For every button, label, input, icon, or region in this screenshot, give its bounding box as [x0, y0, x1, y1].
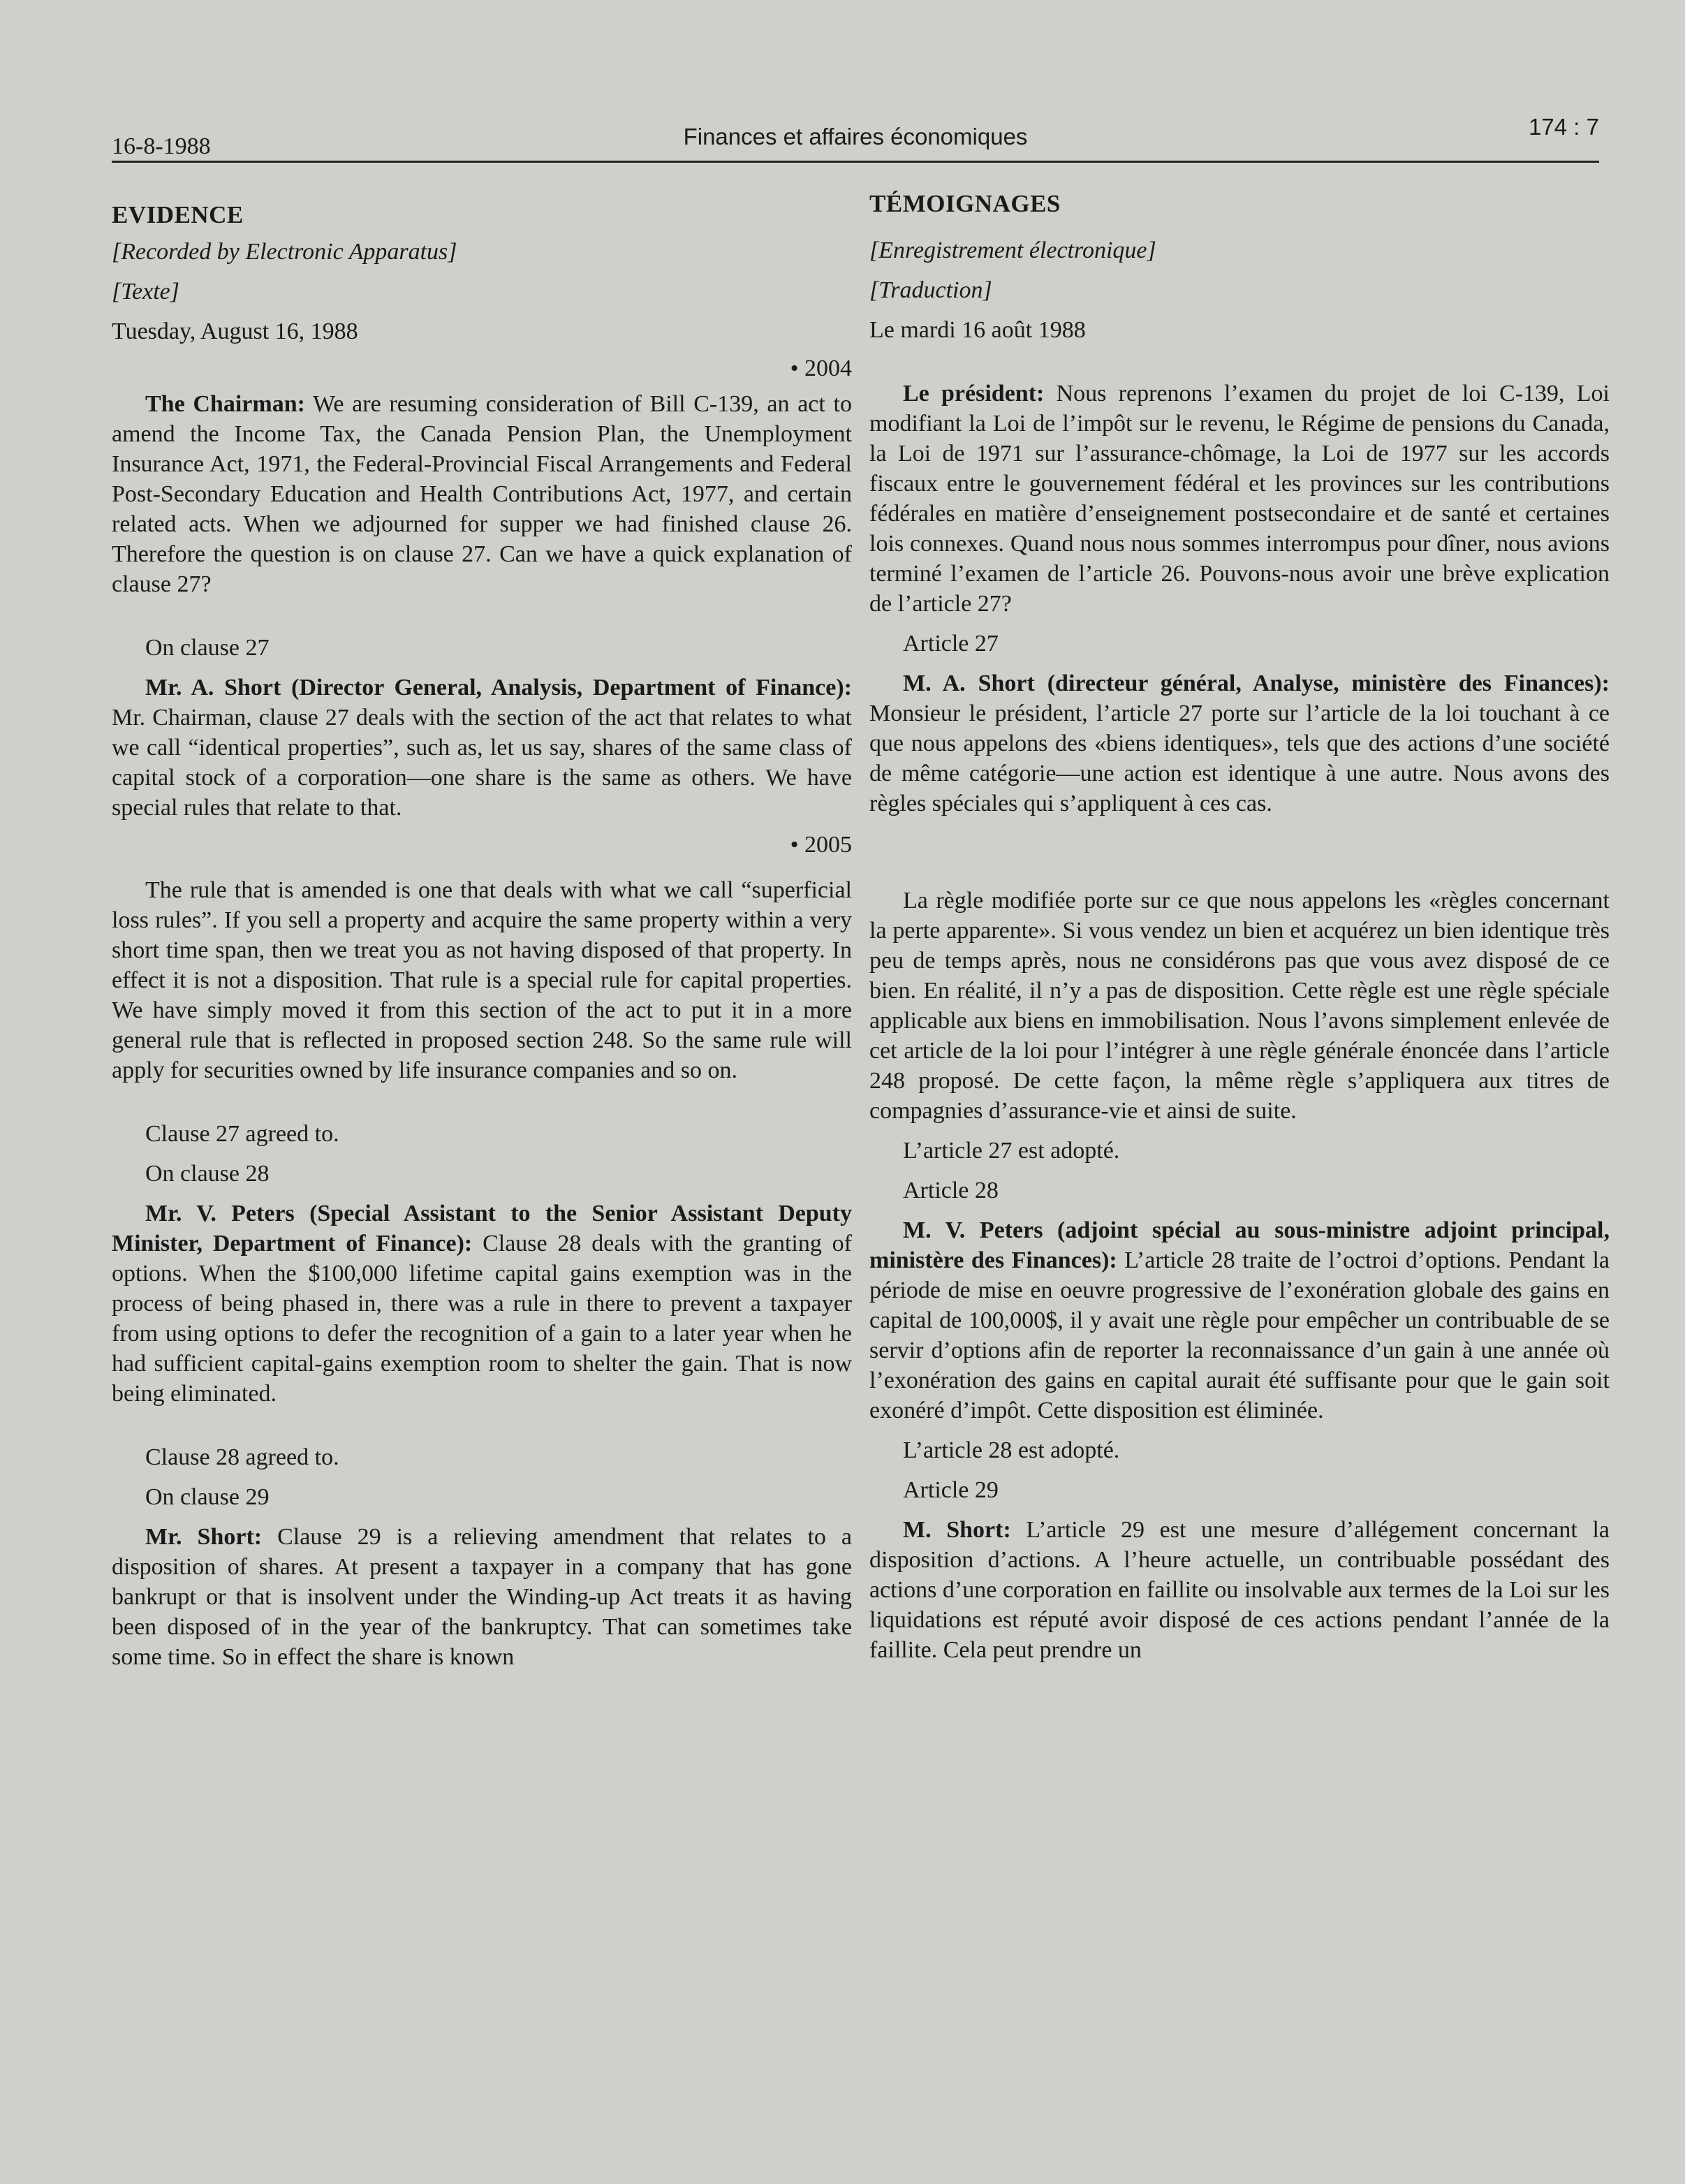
short-clause-29-text: Clause 29 is a relieving amendment that relates to a disposition of shares. At present a taxpayer in a company that has gone bankrupt or that is insolvent under the Winding-up Act treats it as having been disposed of in the year of the bankruptcy. That can sometimes take some time. So in effect the share is known [112, 1524, 852, 1670]
temoignages-heading: TÉMOIGNAGES [869, 190, 1061, 217]
on-clause-29: On clause 29 [145, 1484, 270, 1510]
short-article-29-text: L’article 29 est une mesure d’allégement concernant la disposition d’actions. A l’heure actuelle, un contribuable possédant des actions d’une corporation en faillite ou insolvable aux termes de la Loi sur les liquidations est réputé avoir disposé de ces actions pendant l’année de la faillite. Cela peut prendre un [869, 1517, 1610, 1663]
president-text: Nous reprenons l’examen du projet de loi C-139, Loi modifiant la Loi de l’impôt sur le revenu, le Régime de pensions du Canada, la Loi de 1971 sur l’assurance-chômage, la Loi de 1977 sur les accords fiscaux entre le gouvernement fédéral et les provinces sur les contributions fédérales en matière d’enseignement postsecondaire et de santé et certaines lois connexes. Quand nous nous sommes interrompus pour dîner, nous avions terminé l’examen de l’article 26. Pouvons-nous avoir une brève explication de l’article 27? [869, 381, 1610, 617]
time-marker-2004: • 2004 [790, 356, 852, 381]
on-clause-28: On clause 28 [145, 1161, 270, 1187]
peters-paragraph [112, 1199, 852, 1409]
clause-27-agreed: Clause 27 agreed to. [145, 1121, 339, 1147]
short-paragraph [112, 673, 852, 823]
session-date: Tuesday, August 16, 1988 [112, 318, 358, 344]
speaker-short-fr-2: M. Short: [903, 1517, 1011, 1543]
time-marker-2005: • 2005 [790, 832, 852, 858]
peters-text-fr: L’article 28 traite de l’octroi d’options. Pendant la période de mise en oeuvre progressive de l’exonération globale des gains en capital de 100,000$, il y avait une règle pour empêcher un contribuable de se servir d’options afin de reporter la reconnaissance d’un gain à une année où l’exonération des gains en capital aurait été suffisante pour que le gain soit exonéré d’impôt. Cette disposition est éliminée. [869, 1247, 1610, 1423]
texte-note: [Texte] [112, 279, 179, 305]
short-clause-29-paragraph [112, 1522, 852, 1672]
enregistrement-note: [Enregistrement électronique] [869, 237, 1156, 263]
short-paragraph-fr [869, 668, 1610, 819]
speaker-peters-fr: M. V. Peters (adjoint spécial au sous-ministre adjoint principal, ministère des Finances): [869, 1217, 1610, 1273]
speaker-short-fr: M. A. Short (directeur général, Analyse, ministère des Finances): [903, 670, 1610, 696]
short-article-29-paragraph [869, 1515, 1610, 1665]
page-header [112, 114, 1599, 163]
superficial-loss-paragraph: The rule that is amended is one that deals with what we call “superficial loss rules”. If you sell a property and acquire the same property within a very short time span, then we treat you as not having disposed of that property. In effect it is not a disposition. That rule is a special rule for capital properties. We have simply moved it from this section of the act to put it in a more general rule that is reflected in proposed section 248. So the same rule will apply for securities owned by life insurance companies and so on. [112, 877, 852, 1083]
chairman-paragraph [112, 389, 852, 599]
short-text: Mr. Chairman, clause 27 deals with the section of the act that relates to what we call “identical properties”, such as, let us say, shares of the same class of capital stock of a corporation—one share is the same as others. We have special rules that relate to that. [112, 705, 852, 821]
header-page-number: 174 : 7 [1529, 114, 1599, 140]
speaker-president: Le président: [903, 381, 1045, 406]
clause-28-agreed: Clause 28 agreed to. [145, 1444, 339, 1470]
header-title: Finances et affaires économiques [683, 124, 1028, 149]
traduction-note: [Traduction] [869, 277, 992, 303]
president-paragraph [869, 379, 1610, 619]
chairman-text: We are resuming consideration of Bill C-139, an act to amend the Income Tax, the Canada Pension Plan, the Unemployment Insurance Act, 1971, the Federal-Provincial Fiscal Arrangements and Federal Post-Secondary Education and Health Contributions Act, 1977, and certain related acts. When we adjourned for supper we had finished clause 26. Therefore the question is on clause 27. Can we have a quick explanation of clause 27? [112, 391, 852, 597]
article-29: Article 29 [903, 1477, 999, 1503]
peters-text: Clause 28 deals with the granting of options. When the $100,000 lifetime capital gains exemption was in the process of being phased in, there was a rule in there to prevent a taxpayer from using options to defer the recognition of a gain to a later year when he had sufficient capital-gains exemption room to shelter the gain. That is now being eliminated. [112, 1231, 852, 1407]
session-date-fr: Le mardi 16 août 1988 [869, 317, 1086, 343]
peters-paragraph-fr [869, 1215, 1610, 1426]
speaker-short: Mr. A. Short (Director General, Analysis, Department of Finance): [145, 675, 852, 701]
evidence-heading: EVIDENCE [112, 201, 244, 228]
article-27: Article 27 [903, 631, 999, 657]
french-column [869, 189, 1610, 1665]
speaker-short-2: Mr. Short: [145, 1524, 263, 1550]
english-column [112, 200, 852, 1672]
short-text-fr: Monsieur le président, l’article 27 porte sur l’article de la loi touchant à ce que nous appelons des «biens identiques», tels que des actions d’une société de même catégorie—une action est identique à une autre. Nous avons des règles spéciales qui s’appliquent à ces cas. [869, 701, 1610, 816]
article-27-adopted: L’article 27 est adopté. [903, 1138, 1120, 1164]
perte-apparente-paragraph: La règle modifiée porte sur ce que nous appelons les «règles concernant la perte apparente». Si vous vendez un bien et acquérez un bien identique très peu de temps après, nous ne considérons pas que vous avez disposé de ce bien. En réalité, il n’y a pas de disposition. Cette règle est une règle spéciale applicable aux biens en immobilisation. Nous l’avons simplement enlevée de cet article de la loi pour l’intégrer à une règle générale énoncée dans l’article 248 proposé. De cette façon, la même règle s’appliquera aux titres de compagnies d’assurance-vie et ainsi de suite. [869, 888, 1610, 1124]
on-clause-27: On clause 27 [145, 635, 270, 661]
article-28: Article 28 [903, 1178, 999, 1203]
speaker-chairman: The Chairman: [145, 391, 305, 417]
speaker-peters: Mr. V. Peters (Special Assistant to the Senior Assistant Deputy Minister, Department of Finance): [112, 1201, 852, 1256]
article-28-adopted: L’article 28 est adopté. [903, 1437, 1120, 1463]
header-date: 16-8-1988 [112, 133, 211, 159]
recorded-note: [Recorded by Electronic Apparatus] [112, 239, 457, 265]
